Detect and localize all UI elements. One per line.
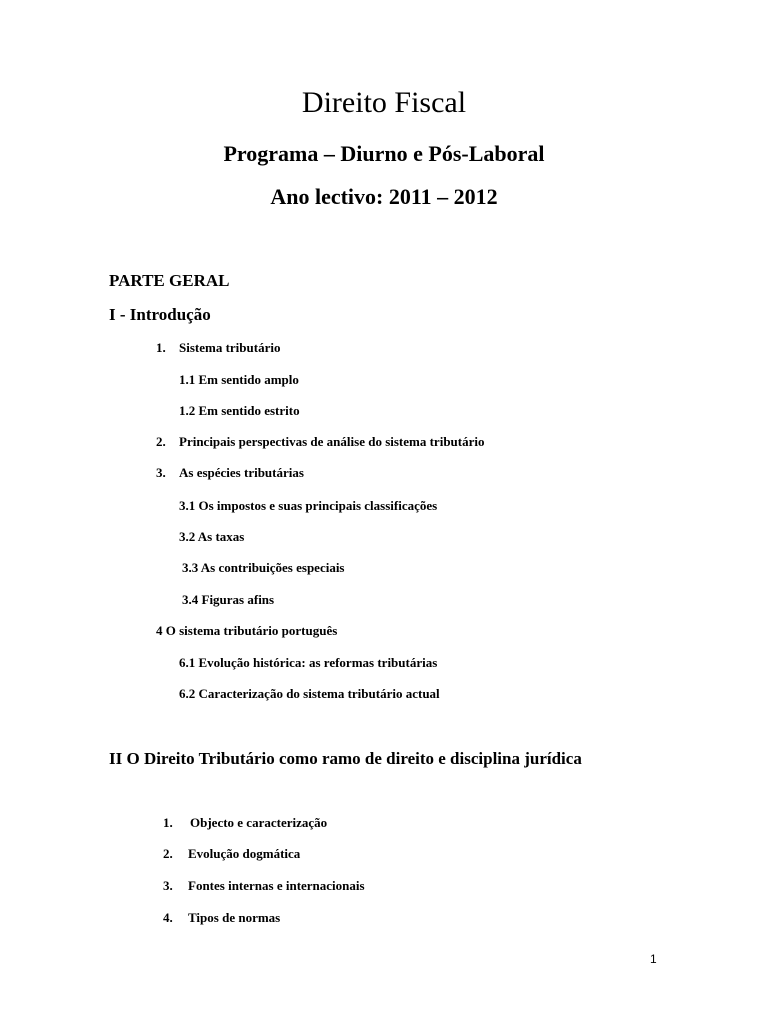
list-item bbox=[163, 879, 365, 892]
list-item-text: 6.1 Evolução histórica: as reformas tributárias bbox=[179, 655, 438, 670]
section-1-heading: I - Introdução bbox=[109, 305, 211, 324]
list-item-number: 2. bbox=[163, 846, 173, 861]
list-item-number: 4. bbox=[163, 910, 173, 925]
list-item-number: 3. bbox=[156, 465, 166, 480]
list-item-text: Fontes internas e internacionais bbox=[188, 878, 365, 893]
list-item bbox=[179, 656, 437, 669]
list-item-text: Principais perspectivas de análise do sistema tributário bbox=[179, 434, 485, 449]
list-item-text: 3.4 Figuras afins bbox=[182, 592, 275, 607]
list-item-text: Sistema tributário bbox=[179, 340, 281, 355]
list-item bbox=[163, 816, 327, 829]
page-number: 1 bbox=[650, 952, 657, 966]
list-item bbox=[179, 499, 437, 512]
list-item-text: 1.1 Em sentido amplo bbox=[179, 372, 299, 387]
list-item bbox=[156, 341, 280, 354]
list-item bbox=[163, 911, 280, 924]
part-heading: PARTE GERAL bbox=[109, 271, 230, 290]
list-item-number: 1. bbox=[163, 815, 173, 830]
list-item bbox=[179, 404, 300, 417]
list-item-text: 3.3 As contribuições especiais bbox=[182, 560, 345, 575]
list-item-text: 3.1 Os impostos e suas principais classificações bbox=[179, 498, 438, 513]
list-item-text: 3.2 As taxas bbox=[179, 529, 245, 544]
list-item-text: 1.2 Em sentido estrito bbox=[179, 403, 300, 418]
document-title: Direito Fiscal bbox=[301, 86, 467, 119]
list-item-text: As espécies tributárias bbox=[179, 465, 304, 480]
document-subtitle: Programa – Diurno e Pós-Laboral bbox=[223, 141, 545, 166]
section-2-heading: II O Direito Tributário como ramo de direito e disciplina jurídica bbox=[109, 749, 582, 768]
list-item bbox=[156, 624, 337, 637]
list-item bbox=[179, 373, 299, 386]
list-item-text: Tipos de normas bbox=[188, 910, 281, 925]
list-item bbox=[179, 530, 244, 543]
list-item-text: Evolução dogmática bbox=[188, 846, 301, 861]
list-item bbox=[156, 466, 304, 479]
list-item bbox=[182, 561, 345, 574]
list-item-text: 6.2 Caracterização do sistema tributário actual bbox=[179, 686, 440, 701]
list-item-number: 3. bbox=[163, 878, 173, 893]
list-item-number: 2. bbox=[156, 434, 166, 449]
list-item bbox=[182, 593, 274, 606]
list-item-text: 4 O sistema tributário português bbox=[156, 623, 338, 638]
academic-year: Ano lectivo: 2011 – 2012 bbox=[270, 184, 498, 209]
list-item bbox=[156, 435, 485, 448]
list-item bbox=[163, 847, 300, 860]
list-item bbox=[179, 687, 440, 700]
list-item-number: 1. bbox=[156, 340, 166, 355]
list-item-text: Objecto e caracterização bbox=[190, 815, 328, 830]
